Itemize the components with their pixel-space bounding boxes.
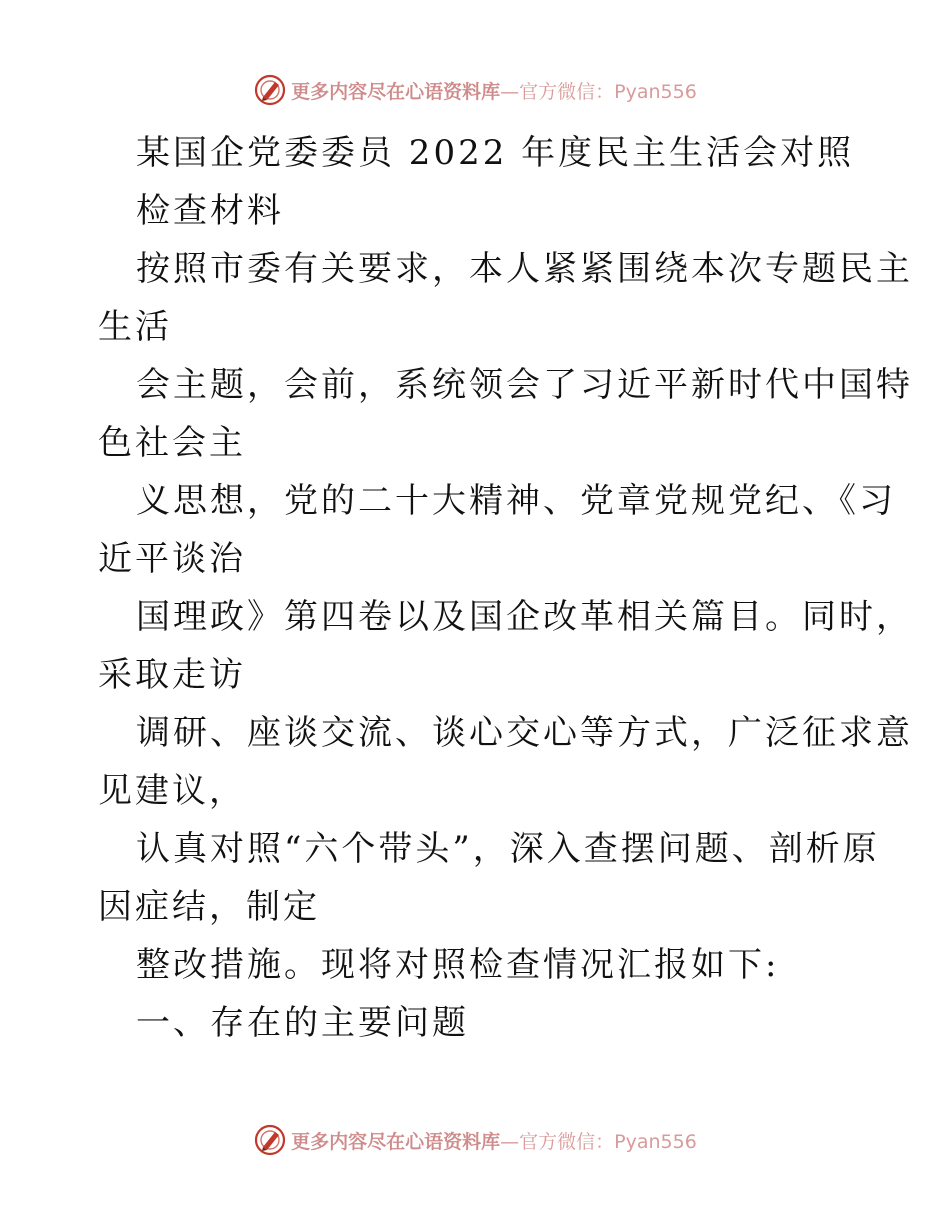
watermark-contact: 官方微信：Pyan556 (519, 80, 697, 103)
document-body (98, 124, 913, 1052)
watermark-site: 更多内容尽在心语资料库 (291, 1130, 501, 1153)
watermark-text (291, 77, 697, 104)
header-watermark (0, 68, 950, 112)
document-line: 见建议， (98, 771, 246, 811)
document-line: 色社会主 (98, 423, 246, 463)
document-line: 整改措施。现将对照检查情况汇报如下: (136, 945, 780, 985)
document-line: 某国企党委委员 2022 年度民主生活会对照 (136, 133, 855, 173)
document-line: 生活 (98, 307, 172, 347)
document-line: 认真对照“六个带头”，深入查摆问题、剖析原 (136, 829, 880, 869)
document-line: 近平谈治 (98, 539, 246, 579)
footer-watermark (0, 1118, 950, 1162)
document-line: 会主题，会前，系统领会了习近平新时代中国特 (136, 365, 913, 405)
watermark-separator: — (500, 80, 520, 103)
watermark-text (291, 1127, 697, 1154)
document-line: 因症结，制定 (98, 887, 320, 927)
watermark-separator: — (500, 1130, 520, 1153)
document-line: 采取走访 (98, 655, 246, 695)
document-line: 一、存在的主要问题 (136, 1003, 469, 1043)
document-line: 按照市委有关要求，本人紧紧围绕本次专题民主 (136, 249, 913, 289)
watermark-contact: 官方微信：Pyan556 (519, 1130, 697, 1153)
pen-nib-circle-icon (253, 1123, 287, 1157)
document-line: 检查材料 (136, 191, 284, 231)
pen-nib-circle-icon (253, 73, 287, 107)
document-line: 义思想，党的二十大精神、党章党规党纪、《习 (136, 481, 896, 521)
document-line: 国理政》第四卷以及国企改革相关篇目。同时， (136, 597, 913, 637)
watermark-site: 更多内容尽在心语资料库 (291, 80, 501, 103)
document-line: 调研、座谈交流、谈心交心等方式，广泛征求意 (136, 713, 913, 753)
